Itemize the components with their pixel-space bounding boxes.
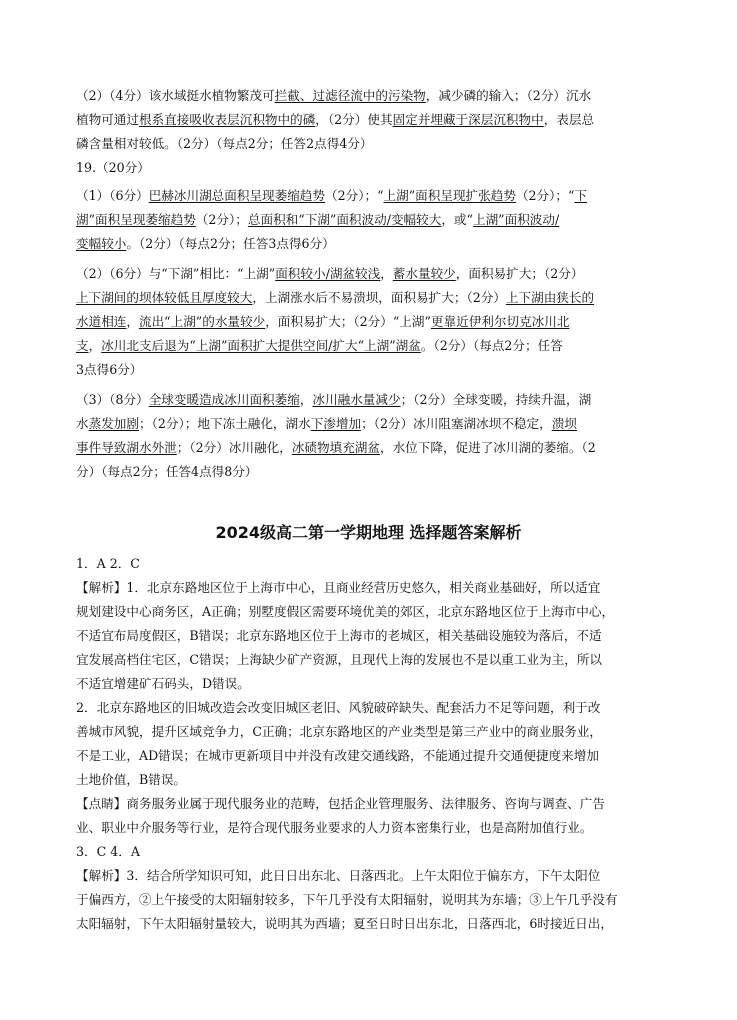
text-line	[76, 552, 676, 576]
underlined-answer-point: 上湖”面积呈现扩张趋势	[383, 188, 516, 203]
underlined-answer-point: 水道相连	[76, 314, 127, 329]
text-run: ，	[88, 338, 102, 353]
underlined-answer-point: 溃坝	[551, 416, 577, 431]
text-run: 3点得6分）	[76, 362, 143, 377]
underlined-answer-point: 冰川北支后退为“上湖”面积扩大提供空间/扩大“上湖”湖盆	[101, 338, 421, 353]
text-line	[76, 412, 676, 436]
text-line	[76, 132, 676, 156]
text-line	[76, 600, 676, 624]
underlined-answer-point: 下	[574, 188, 588, 203]
text-line	[76, 624, 676, 648]
text-line	[76, 358, 676, 382]
text-line	[76, 184, 676, 208]
underlined-answer-point: 总面积和“下湖”面积波动/变幅较大	[247, 212, 442, 227]
text-line	[76, 792, 676, 816]
text-run: 水	[76, 416, 89, 431]
text-run: 3．C 4．A	[76, 844, 140, 859]
underlined-answer-point: 下渗增加	[310, 416, 362, 431]
text-line	[76, 672, 676, 696]
text-line	[76, 696, 676, 720]
text-run: 不适宜布局度假区，B错误；北京东路地区位于上海市的老城区，相关基础设施较为落后，不适	[76, 628, 602, 643]
text-run: ，面积易扩大；（2分）“上湖”	[265, 314, 431, 329]
text-line	[76, 460, 676, 484]
text-run: ；（2分）；地下冻土融化，湖水	[138, 416, 311, 431]
text-run: 。（2分）（每点2分；任答3点得6分）	[126, 236, 335, 251]
text-run: ，（2分）使其	[315, 112, 393, 127]
underlined-answer-point: 湖”面积呈现萎缩趋势	[76, 212, 196, 227]
underlined-answer-point: 更靠近伊利尔切克冰川北	[430, 314, 570, 329]
text-run: ，	[299, 392, 313, 407]
text-run: （2）（4分）该水域挺水植物繁茂可	[76, 88, 275, 103]
text-run: 【点睛】商务服务业属于现代服务业的范畴，包括企业管理服务、法律服务、咨询与调查、广告	[76, 796, 605, 811]
text-line	[76, 864, 676, 888]
question-19-header: 19.（20分）	[76, 160, 150, 175]
text-run: （1）（6分）	[76, 188, 149, 203]
text-line	[76, 436, 676, 460]
text-line	[76, 888, 676, 912]
section-title: 2024级高二第一学期地理 选择题答案解析	[215, 523, 522, 542]
text-line	[76, 334, 676, 358]
underlined-answer-point: 冰碛物填充湖盆	[291, 440, 380, 455]
underlined-answer-point: 全球变暖造成冰川面积萎缩	[148, 392, 300, 407]
text-line	[76, 232, 676, 256]
text-run: 【解析】1．北京东路地区位于上海市中心，且商业经营历史悠久，相关商业基础好，所以适宜	[76, 580, 601, 595]
text-line	[76, 286, 676, 310]
text-run: 。（2分）（每点2分；任答	[420, 338, 563, 353]
text-run: （2）（6分）与“下湖”相比：“上湖”	[76, 266, 276, 281]
underlined-answer-point: 冰川融水量减少	[312, 392, 401, 407]
text-run: 规划建设中心商务区，A正确；别墅度假区需要环境优美的郊区，北京东路地区位于上海市中心，	[76, 604, 615, 619]
underlined-answer-point: 变幅较小	[76, 236, 127, 251]
underlined-answer-point: 支	[76, 338, 89, 353]
underlined-answer-point: 流出“上湖”的水量较少	[138, 314, 266, 329]
underlined-answer-point: 事件导致	[76, 440, 127, 455]
text-line	[76, 208, 676, 232]
text-run: 1．A 2．C	[76, 556, 140, 571]
text-line	[76, 912, 676, 936]
text-line	[76, 648, 676, 672]
text-line	[76, 84, 676, 108]
underlined-answer-point: 上湖”面积波动/	[472, 212, 560, 227]
question-19-part1	[76, 184, 676, 256]
text-run: ，	[380, 266, 393, 281]
text-run: （2分）；“	[515, 188, 575, 203]
text-run: 土地价值，B错误。	[76, 772, 187, 787]
text-run: ，	[126, 314, 139, 329]
text-run: 太阳辐射，下午太阳辐射量较大，说明其为西墙；夏至日时日出东北，日落西北，6时接近日出，	[76, 916, 613, 931]
text-run: 2．北京东路地区的旧城改造会改变旧城区老旧、风貌破碎缺失、配套活力不足等问题，利于改	[76, 700, 601, 715]
text-run: （3）（8分）	[76, 392, 149, 407]
text-run: 不适宜增建矿石码头，D错误。	[76, 676, 250, 691]
question-18-part2	[76, 84, 676, 156]
text-run: 磷含量相对较低。（2分）（每点2分；任答2点得4分）	[76, 136, 373, 151]
text-run: ，或“	[441, 212, 473, 227]
underlined-answer-point: 蓄水量较少	[392, 266, 456, 281]
text-line	[76, 840, 676, 864]
text-run: ，上湖涨水后不易溃坝，面积易扩大；（2分）	[252, 290, 506, 305]
text-run: ；（2分）全球变暖，持续升温，湖	[400, 392, 592, 407]
underlined-answer-point: 上下湖间的坝体较低且厚度较大	[76, 290, 253, 305]
text-line	[76, 262, 676, 286]
underlined-answer-point: 上下湖由狭长的	[505, 290, 595, 305]
text-run: 【解析】3．结合所学知识可知，此日日出东北、日落西北。上午太阳位于偏东方，下午太阳位	[76, 868, 601, 883]
question-19-part2	[76, 262, 676, 382]
underlined-answer-point: 固定并埋藏于深层沉积物中	[392, 112, 544, 127]
text-run: ；（2分）冰川融化，	[176, 440, 292, 455]
text-run: ；（2分）冰川阻塞湖冰坝不稳定，	[361, 416, 552, 431]
text-line	[76, 576, 676, 600]
underlined-answer-point: 面积较小/湖盆较浅	[275, 266, 381, 281]
underlined-answer-point: 巴赫冰川湖总面积呈现萎缩趋势	[148, 188, 326, 203]
text-run: 于偏西方，②上午接受的太阳辐射较多，下午几乎没有太阳辐射，说明其为东墙；③上午几乎没有	[76, 892, 618, 907]
mcq-answers	[76, 552, 676, 936]
text-run: 植物可通过	[76, 112, 139, 127]
text-line	[76, 310, 676, 334]
text-run: 业、职业中介服务等行业，是符合现代服务业要求的人力资本密集行业，也是高附加值行业。	[76, 820, 593, 835]
text-line	[76, 388, 676, 412]
text-run: （2分）；“	[325, 188, 384, 203]
text-line	[76, 768, 676, 792]
underlined-answer-point: 蒸发加剧	[88, 416, 139, 431]
text-run: 分）（每点2分；任答4点得8分）	[76, 464, 258, 479]
question-19	[76, 156, 676, 180]
text-run: 宜发展高档住宅区，C错误；上海缺少矿产资源，且现代上海的发展也不是以重工业为主，所以	[76, 652, 602, 667]
text-run: ，减少磷的输入；（2分）沉水	[425, 88, 592, 103]
underlined-answer-point: 湖水外泄	[126, 440, 177, 455]
text-line	[76, 720, 676, 744]
text-run: 不是工业，AD错误；在城市更新项目中并没有改建交通线路，不能通过提升交通便捷度来增加	[76, 748, 599, 763]
text-run: 善城市风貌，提升区域竞争力，C正确；北京东路地区的产业类型是第三产业中的商业服务业，	[76, 724, 602, 739]
text-line	[76, 108, 676, 132]
text-line	[76, 744, 676, 768]
question-19-part3	[76, 388, 676, 484]
text-run: ，水位下降，促进了冰川湖的萎缩。（2	[379, 440, 596, 455]
text-run: （2分）；	[195, 212, 248, 227]
underlined-answer-point: 拦截、过滤径流中的污染物	[274, 88, 426, 103]
text-run: ，面积易扩大；（2分）	[455, 266, 584, 281]
text-run: ，表层总	[543, 112, 595, 127]
underlined-answer-point: 根系直接吸收表层沉积物中的磷	[138, 112, 316, 127]
text-line	[76, 816, 676, 840]
